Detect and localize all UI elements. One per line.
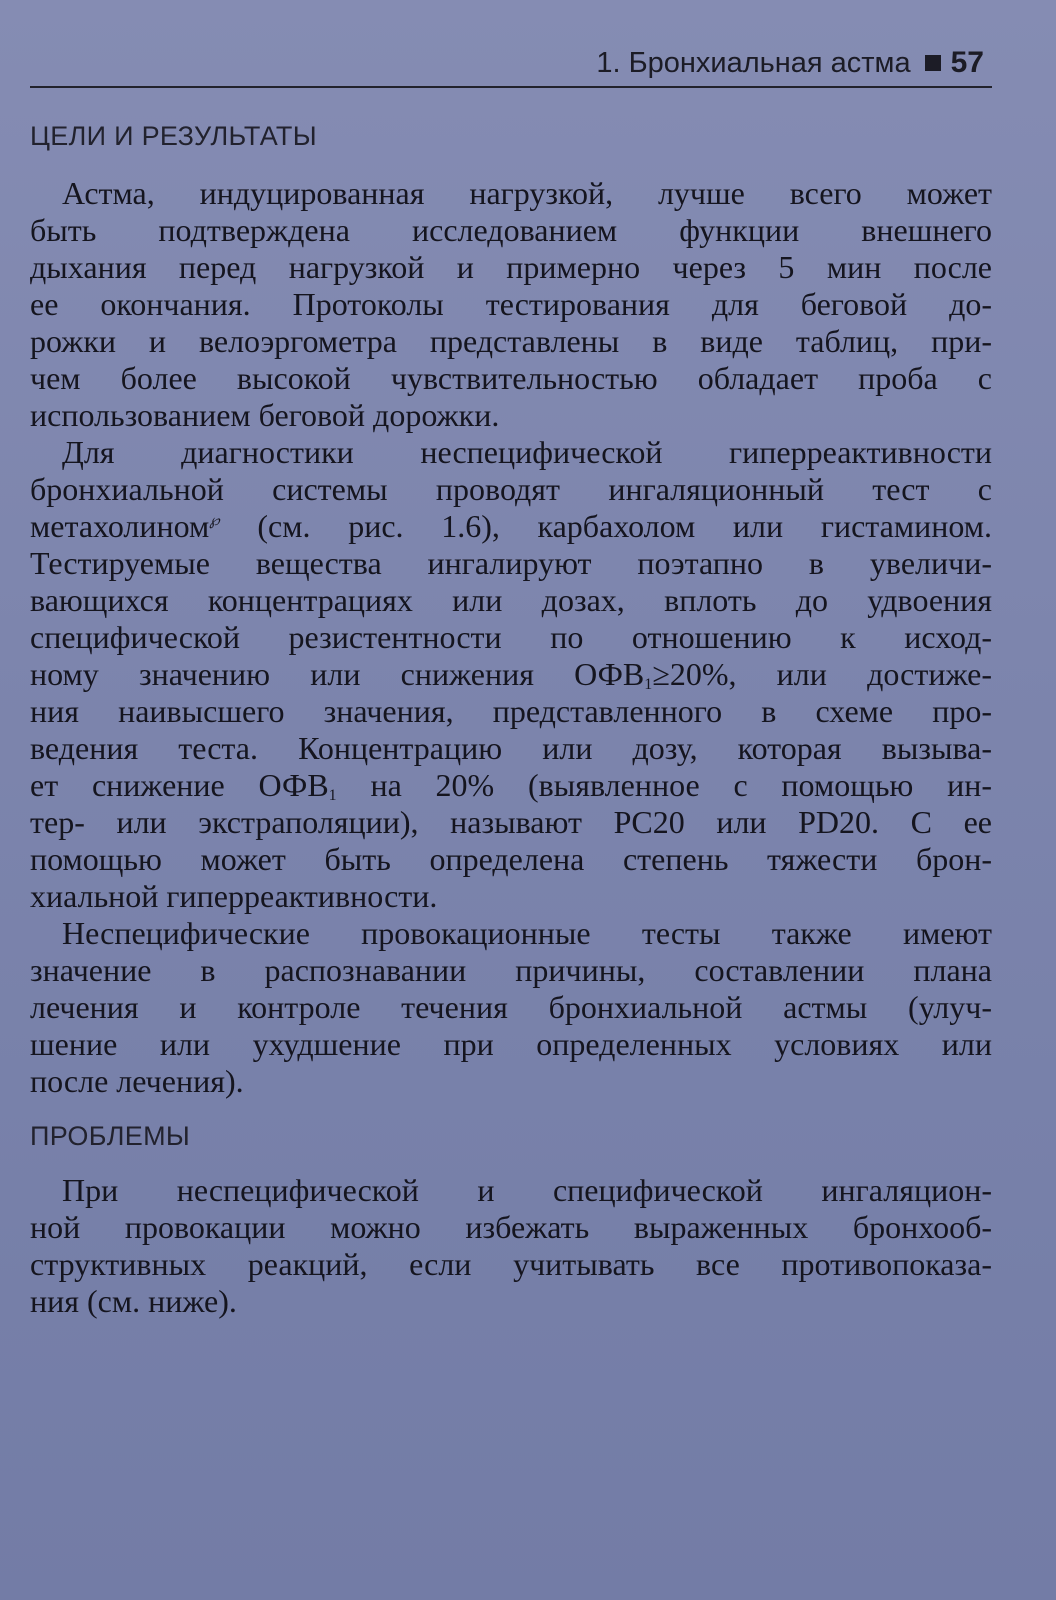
text-line: чем более высокой чувствительностью обладает проба с — [30, 360, 992, 396]
paragraph-provocation-tests — [30, 915, 992, 1100]
header-right — [596, 46, 984, 80]
subscript: 1 — [328, 787, 337, 804]
text-fragment: ет снижение ОФВ — [30, 767, 329, 803]
text-line: ной провокации можно избежать выраженных бронхооб- — [30, 1209, 992, 1245]
text-line: дыхания перед нагрузкой и примерно через 5 мин после — [30, 249, 992, 285]
text-fragment: на 20% (выявленное с помощью ин- — [336, 767, 993, 803]
chapter-title: 1. Бронхиальная астма — [596, 47, 911, 79]
text-line: При неспецифической и специфической ингаляцион- — [62, 1172, 992, 1208]
text-fragment: ≥20%, или достиже- — [652, 656, 993, 692]
text-line: ее окончания. Протоколы тестирования для беговой до- — [30, 286, 992, 322]
text-line: Для диагностики неспецифической гиперреактивности — [62, 434, 992, 470]
text-line: использованием беговой дорожки. — [30, 397, 500, 433]
page-number: 57 — [950, 46, 984, 79]
text-line: Неспецифические провокационные тесты также имеют — [62, 915, 992, 951]
text-line: лечения и контроле течения бронхиальной астмы (улуч- — [30, 989, 992, 1025]
text-line: ния наивысшего значения, представленного в схеме про- — [30, 693, 992, 729]
text-line: Астма, индуцированная нагрузкой, лучше всего может — [62, 175, 992, 211]
text-line: хиальной гиперреактивности. — [30, 878, 438, 914]
text-line: ведения теста. Концентрацию или дозу, которая вызыва- — [30, 730, 992, 766]
running-header — [30, 40, 992, 88]
paragraph-hyperreactivity — [30, 434, 992, 915]
section-heading-goals: ЦЕЛИ И РЕЗУЛЬТАТЫ — [30, 121, 317, 151]
text-line — [30, 767, 992, 804]
text-line: структивных реакций, если учитывать все противопоказа- — [30, 1246, 992, 1282]
text-line: шение или ухудшение при определенных условиях или — [30, 1026, 992, 1062]
text-line: после лечения). — [30, 1063, 244, 1099]
text-fragment: метахолином — [30, 508, 210, 544]
text-line: тер- или экстраполяции), называют PC20 или PD20. С ее — [30, 804, 992, 840]
text-line: помощью может быть определена степень тяжести брон- — [30, 841, 992, 877]
section-heading-problems: ПРОБЛЕМЫ — [30, 1121, 191, 1151]
book-page — [30, 0, 992, 1600]
subscript: 1 — [644, 676, 653, 693]
text-line: значение в распознавании причины, составлении плана — [30, 952, 992, 988]
text-line: быть подтверждена исследованием функции внешнего — [30, 212, 992, 248]
text-fragment: (см. рис. 1.6), карбахолом или гистамином. — [219, 508, 992, 544]
text-line: рожки и велоэргометра представлены в виде таблиц, при- — [30, 323, 992, 359]
square-bullet-icon — [925, 55, 941, 71]
text-line: ния (см. ниже). — [30, 1283, 237, 1319]
text-line — [30, 656, 992, 693]
reference-mark-icon: ℘ — [209, 513, 220, 529]
text-line: бронхиальной системы проводят ингаляционный тест с — [30, 471, 992, 507]
paragraph-exercise-asthma — [30, 175, 992, 434]
text-line: вающихся концентрациях или дозах, вплоть до удвоения — [30, 582, 992, 618]
text-line — [30, 508, 992, 545]
text-fragment: ному значению или снижения ОФВ — [30, 656, 645, 692]
text-line: Тестируемые вещества ингалируют поэтапно в увеличи- — [30, 545, 992, 581]
paragraph-problems — [30, 1172, 992, 1320]
text-line: специфической резистентности по отношению к исход- — [30, 619, 992, 655]
